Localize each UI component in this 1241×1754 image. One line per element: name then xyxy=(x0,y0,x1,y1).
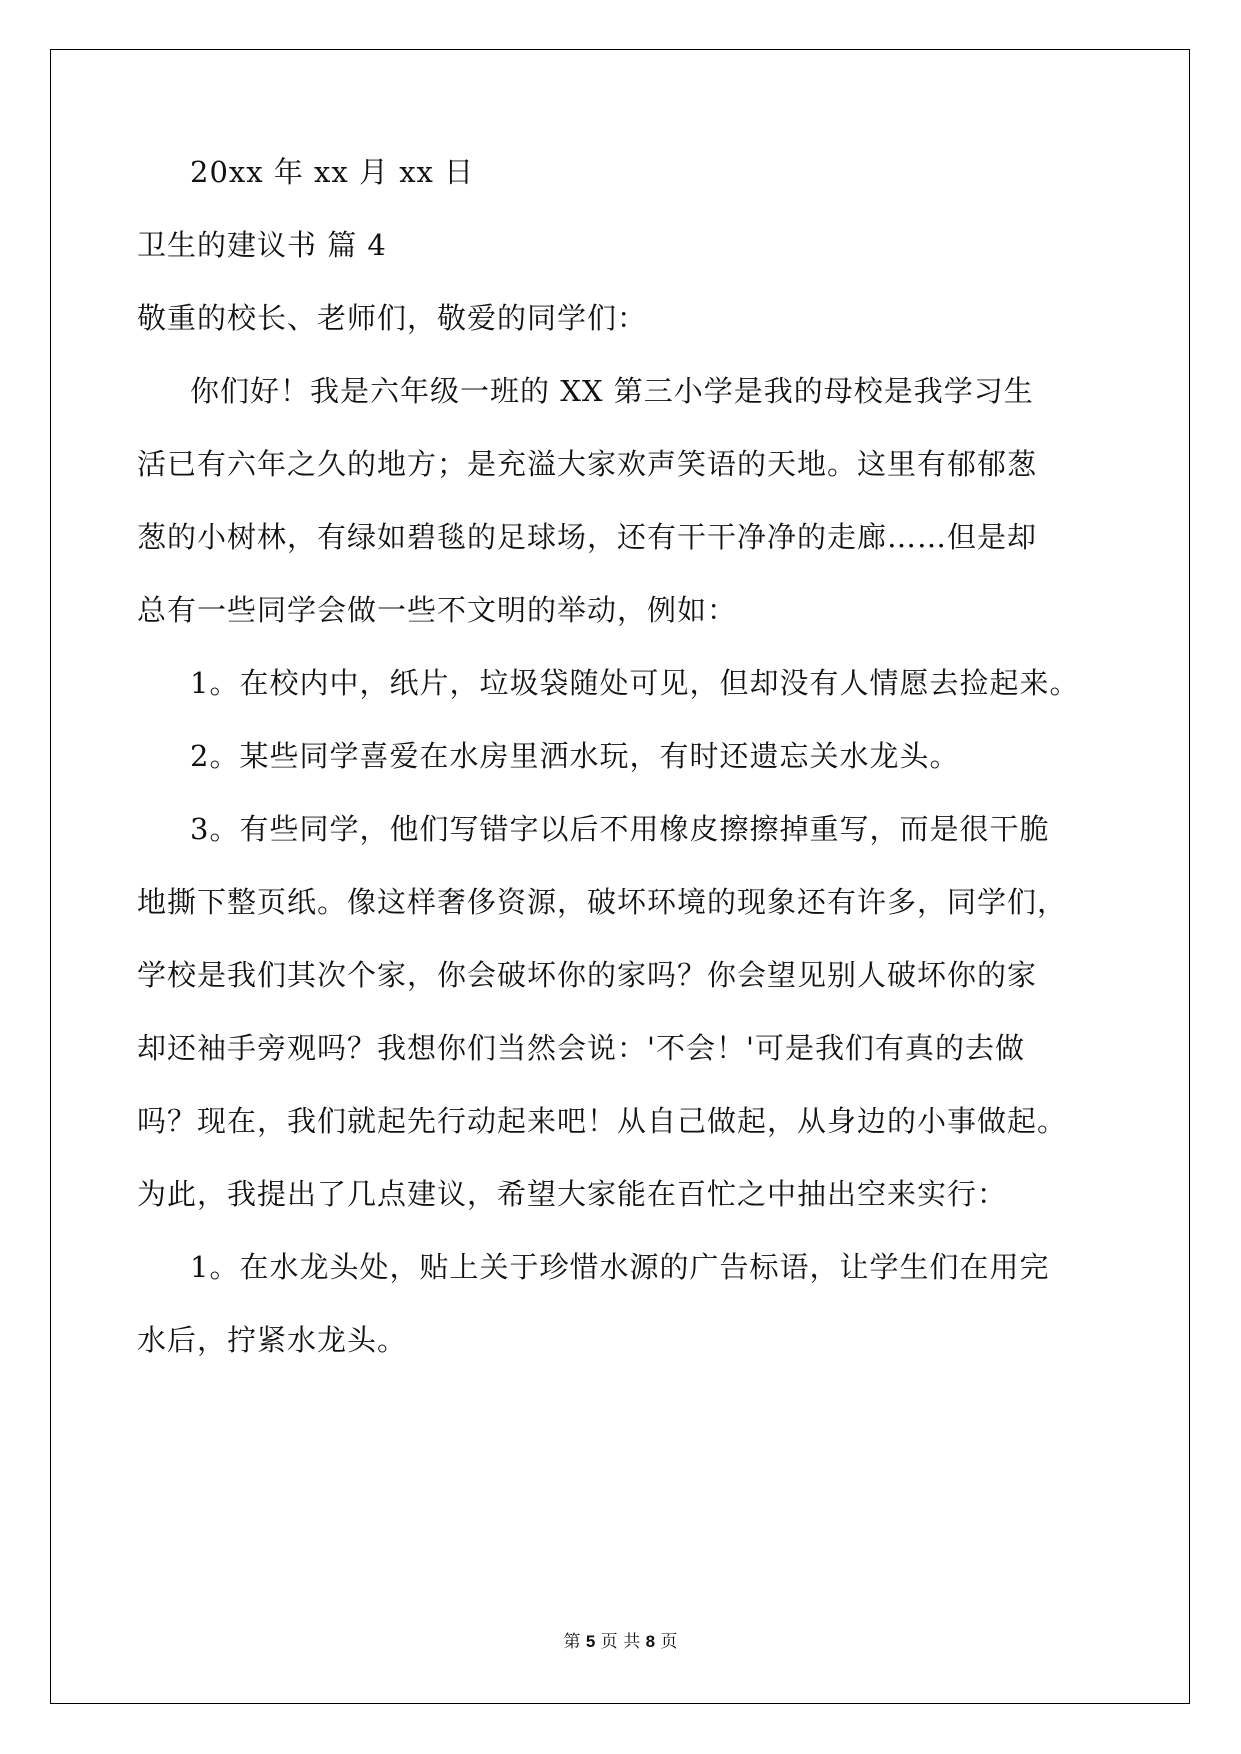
date-line: 20xx 年 xx 月 xx 日 xyxy=(190,155,475,189)
list-item: 1。在水龙头处，贴上关于珍惜水源的广告标语，让学生们在用完 xyxy=(190,1250,1050,1284)
salutation: 敬重的校长、老师们，敬爱的同学们： xyxy=(137,301,648,335)
list-item: 3。有些同学，他们写错字以后不用橡皮擦擦掉重写，而是很干脆 xyxy=(190,812,1050,846)
paragraph-line: 为此，我提出了几点建议，希望大家能在百忙之中抽出空来实行： xyxy=(137,1177,1008,1211)
current-page-number: 5 xyxy=(585,1632,596,1651)
paragraph-line: 水后，拧紧水龙头。 xyxy=(137,1323,408,1357)
footer-mid: 页 共 xyxy=(600,1632,641,1652)
paragraph-line: 吗？现在，我们就起先行动起来吧！从自己做起，从身边的小事做起。 xyxy=(137,1104,1068,1138)
paragraph-line: 却还袖手旁观吗？我想你们当然会说：'不会！'可是我们有真的去做 xyxy=(137,1031,1025,1065)
paragraph-line: 葱的小树林，有绿如碧毯的足球场，还有干干净净的走廊……但是却 xyxy=(137,520,1038,554)
page-footer xyxy=(0,1627,1241,1652)
paragraph-line: 你们好！我是六年级一班的 XX 第三小学是我的母校是我学习生 xyxy=(190,374,1034,408)
paragraph-line: 地撕下整页纸。像这样奢侈资源，破坏环境的现象还有许多，同学们， xyxy=(137,885,1068,919)
footer-prefix: 第 xyxy=(563,1632,581,1652)
footer-suffix: 页 xyxy=(660,1632,678,1652)
paragraph-line: 活已有六年之久的地方；是充溢大家欢声笑语的天地。这里有郁郁葱 xyxy=(137,447,1038,481)
paragraph-line: 总有一些同学会做一些不文明的举动，例如： xyxy=(137,593,738,627)
paragraph-line: 学校是我们其次个家，你会破坏你的家吗？你会望见别人破坏你的家 xyxy=(137,958,1038,992)
section-heading: 卫生的建议书 篇 4 xyxy=(137,228,387,262)
list-item: 2。某些同学喜爱在水房里洒水玩，有时还遗忘关水龙头。 xyxy=(190,739,960,773)
total-pages-number: 8 xyxy=(645,1632,656,1651)
list-item: 1。在校内中，纸片，垃圾袋随处可见，但却没有人情愿去捡起来。 xyxy=(190,666,1080,700)
